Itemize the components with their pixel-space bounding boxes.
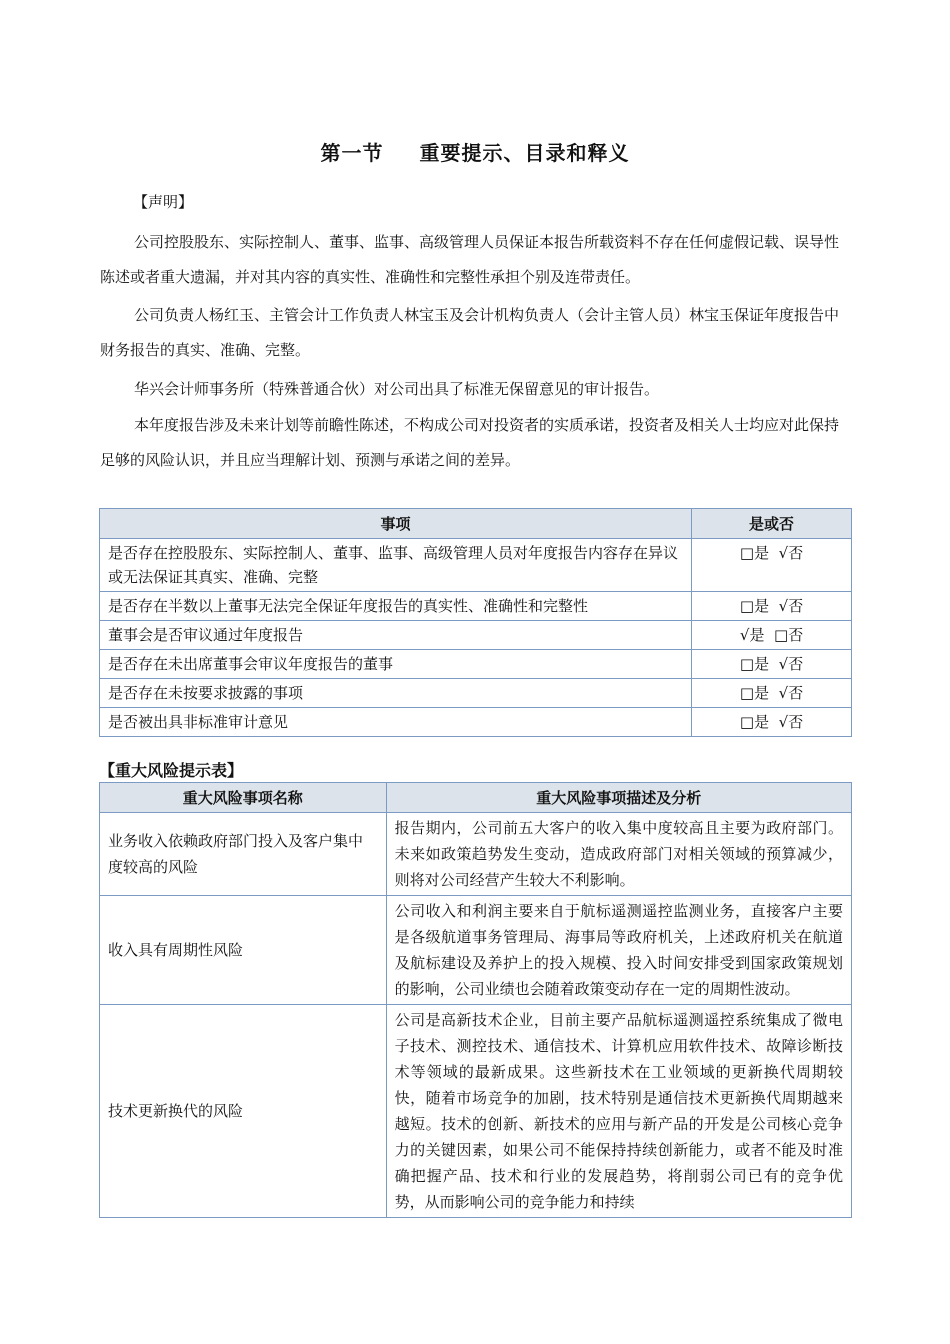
table-row — [100, 1005, 852, 1218]
risk-header-name: 重大风险事项名称 — [100, 783, 387, 813]
matters-header-item: 事项 — [100, 509, 692, 539]
risk-name: 收入具有周期性风险 — [100, 896, 387, 1005]
matter-answer: □是 √否 — [692, 708, 852, 737]
matter-item: 董事会是否审议通过年度报告 — [100, 621, 692, 650]
section-title — [0, 137, 950, 166]
table-row — [100, 679, 852, 708]
matter-answer: □是 √否 — [692, 592, 852, 621]
risk-name: 技术更新换代的风险 — [100, 1005, 387, 1218]
matter-answer: √是 □否 — [692, 621, 852, 650]
matter-item: 是否存在未按要求披露的事项 — [100, 679, 692, 708]
risk-header-desc: 重大风险事项描述及分析 — [386, 783, 851, 813]
table-row — [100, 813, 852, 896]
matter-item: 是否存在半数以上董事无法完全保证年度报告的真实性、准确性和完整性 — [100, 592, 692, 621]
table-row — [100, 621, 852, 650]
table-row — [100, 650, 852, 679]
matter-answer: □是 √否 — [692, 650, 852, 679]
matter-answer: □是 √否 — [692, 679, 852, 708]
table-row — [100, 539, 852, 592]
risk-description: 公司是高新技术企业，目前主要产品航标遥测遥控系统集成了微电子技术、测控技术、通信技术、计算机应用软件技术、故障诊断技术等领域的最新成果。这些新技术在工业领域的更新换代周期较快，随着市场竞争的加剧，技术特别是通信技术更新换代周期越来越短。技术的创新、新技术的应用与新产品的开发是公司核心竞争力的关键因素，如果公司不能保持持续创新能力，或者不能及时准确把握产品、技术和行业的发展趋势，将削弱公司已有的竞争优势，从而影响公司的竞争能力和持续 — [386, 1005, 851, 1218]
declaration-paragraph-3: 华兴会计师事务所（特殊普通合伙）对公司出具了标准无保留意见的审计报告。 — [134, 380, 660, 398]
table-row — [100, 896, 852, 1005]
risk-description: 报告期内，公司前五大客户的收入集中度较高且主要为政府部门。未来如政策趋势发生变动，造成政府部门对相关领域的预算减少，则将对公司经营产生较大不利影响。 — [386, 813, 851, 896]
section-number: 第一节 — [320, 141, 384, 165]
declaration-paragraph-4: 本年度报告涉及未来计划等前瞻性陈述，不构成公司对投资者的实质承诺，投资者及相关人士均应对此保持足够的风险认识，并且应当理解计划、预测与承诺之间的差异。 — [100, 416, 840, 469]
matter-answer: □是 √否 — [692, 539, 852, 592]
table-row — [100, 708, 852, 737]
table-row — [100, 592, 852, 621]
matters-header-answer: 是或否 — [692, 509, 852, 539]
risk-table — [99, 782, 852, 1218]
risk-table-heading: 【重大风险提示表】 — [99, 761, 244, 780]
declaration-paragraph-1: 公司控股股东、实际控制人、董事、监事、高级管理人员保证本报告所载资料不存在任何虚假记载、误导性陈述或者重大遗漏，并对其内容的真实性、准确性和完整性承担个别及连带责任。 — [100, 233, 840, 286]
risk-name: 业务收入依赖政府部门投入及客户集中度较高的风险 — [100, 813, 387, 896]
declaration-paragraph-2: 公司负责人杨红玉、主管会计工作负责人林宝玉及会计机构负责人（会计主管人员）林宝玉保证年度报告中财务报告的真实、准确、完整。 — [100, 306, 840, 359]
declaration-heading: 【声明】 — [133, 193, 194, 211]
matter-item: 是否被出具非标准审计意见 — [100, 708, 692, 737]
matter-item: 是否存在未出席董事会审议年度报告的董事 — [100, 650, 692, 679]
matters-table — [99, 508, 852, 737]
risk-description: 公司收入和利润主要来自于航标遥测遥控监测业务，直接客户主要是各级航道事务管理局、海事局等政府机关，上述政府机关在航道及航标建设及养护上的投入规模、投入时间安排受到国家政策规划的影响，公司业绩也会随着政策变动存在一定的周期性波动。 — [386, 896, 851, 1005]
matter-item: 是否存在控股股东、实际控制人、董事、监事、高级管理人员对年度报告内容存在异议或无法保证其真实、准确、完整 — [100, 539, 692, 592]
section-name: 重要提示、目录和释义 — [419, 141, 630, 165]
